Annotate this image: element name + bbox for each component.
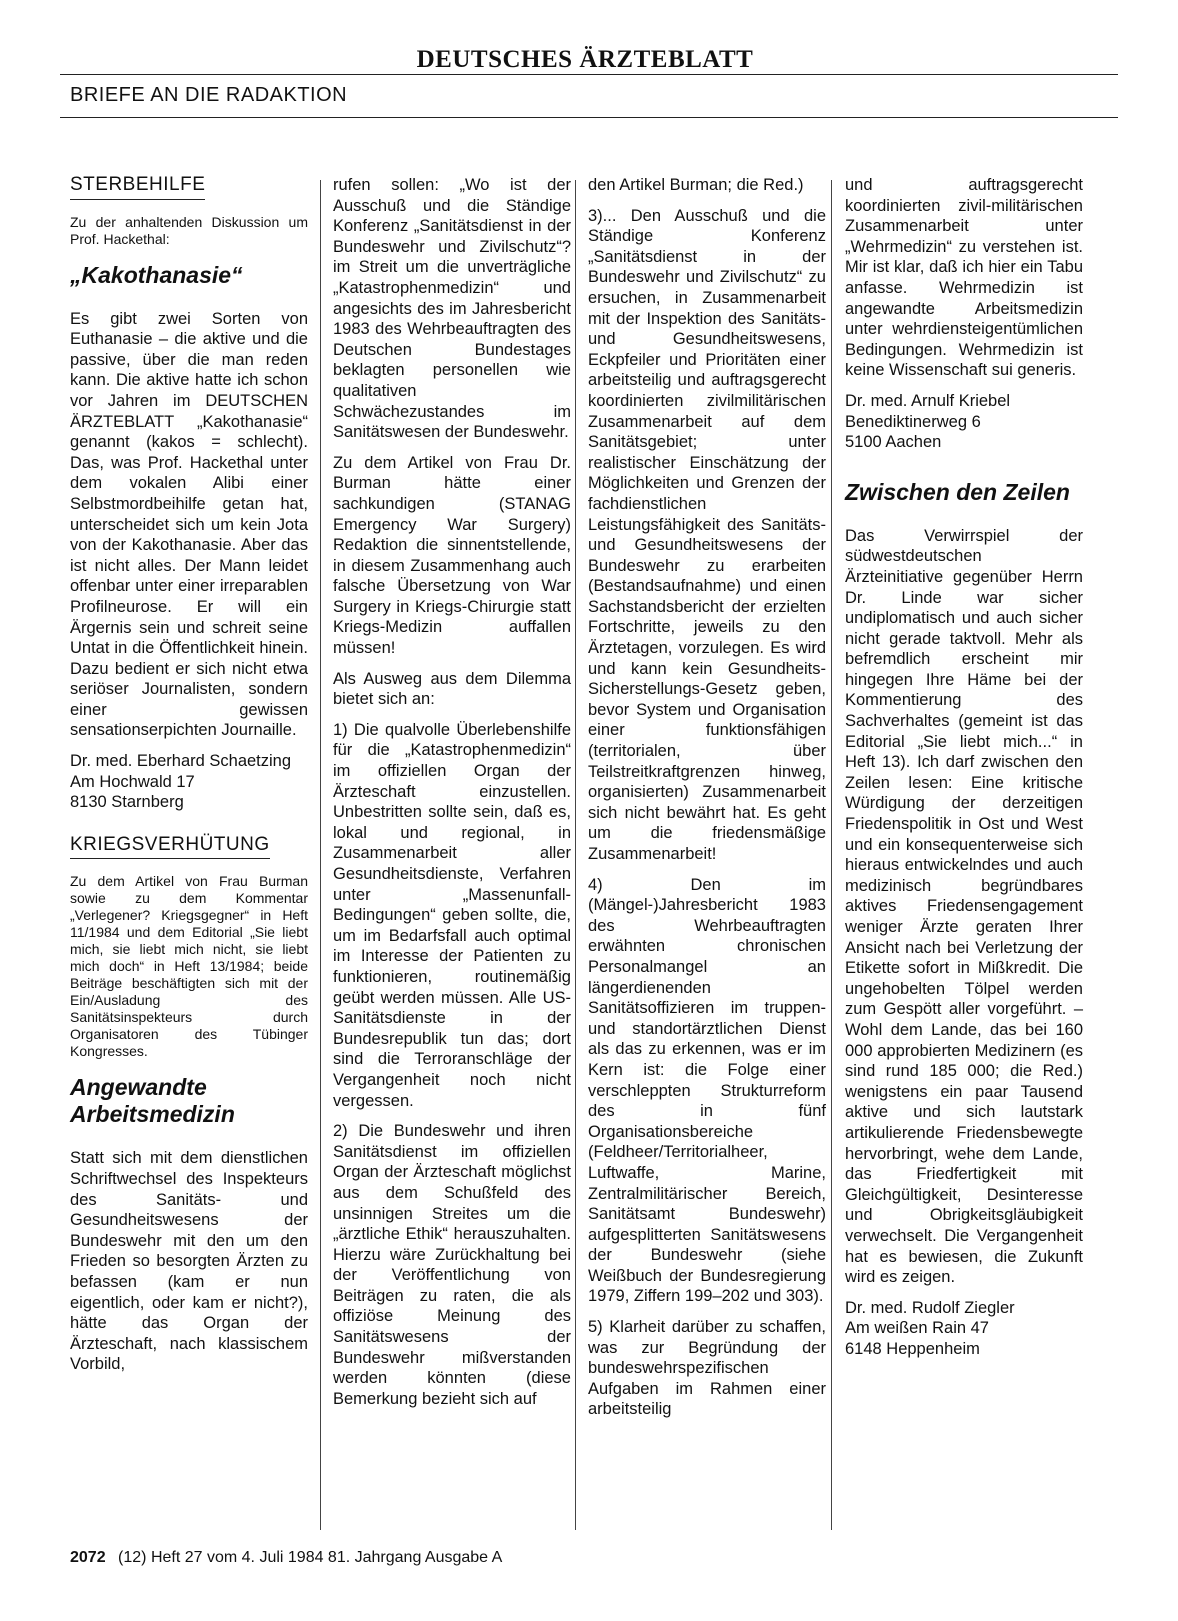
letter-body-arbeitsmedizin: Statt sich mit dem dienstlichen Schriftwechsel des Inspekteurs des Sanitäts- und Gesundheitswesens der Bundeswehr mit den um den Frieden so besorgten Ärzten zu befassen (kam er nun eigentlich, oder kam er nicht?), hätte das Organ der Ärzteschaft, nach klassischem Vorbild, [70, 1149, 308, 1374]
paragraph: rufen sollen: „Wo ist der Ausschuß und die Ständige Konferenz „Sanitätsdienst in der Bundeswehr und Zivilschutz“? im Streit um die unverträgliche „Katastrophenmedizin“ und angesichts des im Jahresbericht 1983 des Wehrbeauftragten des Deutschen Bundestages beklagten personellen wie qualitativen Schwächezustandes im Sanitätswesen der Bundeswehr. [333, 176, 571, 442]
masthead-rule [60, 74, 1118, 75]
column-divider-3 [831, 180, 832, 1530]
page-footer [70, 1549, 502, 1567]
signature-street: Am weißen Rain 47 [845, 1319, 989, 1338]
paragraph: 2) Die Bundeswehr und ihren Sanitätsdienst im offiziellen Organ der Ärzteschaft möglichst aus dem Schußfeld des unsinnigen Streites um die „ärztliche Ethik“ herauszuhalten. Hierzu wäre Zurückhaltung bei der Veröffentlichung von Beiträgen zu raten, die als offiziöse Meinung des Sanitätswesens der Bundeswehr mißverstanden werden könnten (diese Bemerkung bezieht sich auf [333, 1122, 571, 1408]
column-divider-1 [320, 180, 321, 1530]
headline-kakothanasie: „Kakothanasie“ [70, 261, 243, 288]
paragraph: und auftragsgerecht koordinierten zivil-militärischen Zusammenarbeit unter „Wehrmedizin“ zu verstehen ist. Mir ist klar, daß ich hier ein Tabu anfasse. Wehrmedizin ist angewandte Arbeitsmedizin unter wehrdienstеigentümlichen Bedingungen. Wehrmedizin ist keine Wissenschaft sui generis. [845, 176, 1083, 380]
section-heading: BRIEFE AN DIE RADAKTION [70, 84, 348, 106]
intro-kriegsverhuetung: Zu dem Artikel von Frau Burman sowie zu dem Kommentar „Verlegener? Kriegsgegner“ in Heft 11/1984 und dem Editorial „Sie liebt mich, sie liebt mich nicht, sie liebt mich doch“ in Heft 13/1984; beide Beiträge beschäftigten sich mit der Ein/Ausladung des Sanitätsinspekteurs durch Organisatoren des Tübinger Kongresses. [70, 873, 308, 1060]
column-4 [845, 175, 1083, 1371]
signature-ziegler [845, 1298, 1083, 1360]
signature-name: Dr. med. Arnulf Kriebel [845, 391, 1011, 410]
signature-name: Dr. med. Eberhard Schaetzing [70, 752, 292, 771]
signature-city: 6148 Heppenheim [845, 1339, 980, 1358]
rubric-kriegsverhuetung: KRIEGSVERHÜTUNG [70, 835, 270, 860]
masthead: DEUTSCHES ÄRZTEBLATT [416, 46, 754, 73]
column-3 [588, 175, 826, 1430]
rubric-sterbehilfe: STERBEHILFE [70, 175, 205, 200]
paragraph: 4) Den im (Mängel-)Jahresbericht 1983 des Wehrbeauftragten erwähnten chronischen Personalmangel an längerdienenden Sanitätsoffizieren im truppen- und standortärztlichen Dienst als das zu erkennen, was er im Kern ist: die Folge einer verschleppten Strukturreform des in fünf Organisationsbereiche (Feldheer/Territorialheer, Luftwaffe, Marine, Zentralmilitärischer Bereich, Sanitätsamt Bundeswehr) aufgesplitterten Sanitätswesens der Bundeswehr (siehe Weißbuch der Bundesregierung 1979, Ziffern 199–202 und 303). [588, 875, 826, 1306]
signature-schaetzing [70, 751, 308, 813]
signature-name: Dr. med. Rudolf Ziegler [845, 1298, 1015, 1317]
section-rule [60, 117, 1118, 118]
letter-body-kakothanasie: Es gibt zwei Sorten von Euthanasie – die aktive und die passive, über die man reden kann. Die aktive hatte ich schon vor Jahren im DEUTSCHEN ÄRZTEBLATT „Kakothanasie“ genannt (kakos = schlecht). Das, was Prof. Hackethal unter dem vokalen Alibi einer Selbstmordbeihilfe getan hat, unterscheidet sich um kein Jota von der Kakothanasie. Aber das ist nicht alles. Der Mann leidet offenbar unter einer irreparablen Profilneurose. Er will ein Ärgernis sein und schreit seine Untat in die Öffentlichkeit hinein. Dazu bedient er sich nicht etwa seriöser Journalisten, sondern einer gewissen sensationserpichten Journaille. [70, 309, 308, 740]
signature-street: Am Hochwald 17 [70, 772, 195, 791]
column-divider-2 [575, 180, 576, 1530]
column-2 [333, 175, 571, 1419]
paragraph: Als Ausweg aus dem Dilemma bietet sich an: [333, 669, 571, 709]
column-1 [70, 175, 308, 1385]
signature-street: Benediktinerweg 6 [845, 412, 981, 431]
headline-zwischen-den-zeilen: Zwischen den Zeilen [845, 478, 1070, 505]
headline-arbeitsmedizin: Angewandte Arbeitsmedizin [70, 1074, 235, 1128]
paragraph: 1) Die qualvolle Überlebenshilfe für die „Katastrophenmedizin“ im offiziellen Organ der Ärzteschaft einzustellen. Unbestritten sollte sein, daß es, lokal und regional, in Zusammenarbeit aller Gesundheitsdienste, Verfahren unter „Massenunfall-Bedingungen“ geben sollte, die, um im Bedarfsfall auch optimal im Interesse der Patienten zu funktionieren, routinemäßig geübt werden müssen. Alle US-Sanitätsdienste in der Bundesrepublik tun das; dort sind die Terroranschläge der Vergangenheit noch nicht vergessen. [333, 720, 571, 1110]
paragraph: 5) Klarheit darüber zu schaffen, was zur Begründung der bundeswehrspezifischen Aufgaben im Rahmen einer arbeitsteilig [588, 1318, 826, 1419]
signature-kriebel [845, 391, 1083, 453]
paragraph: Das Verwirrspiel der südwestdeutschen Ärzteinitiative gegenüber Herrn Dr. Linde war sicher undiplomatisch und auch sicher nicht gerade taktvoll. Mehr als befremdlich erscheint mir hingegen Ihre Häme bei der Kommentierung des Sachverhaltes (gemeint ist das Editorial „Sie liebt mich...“ in Heft 13). Ich darf zwischen den Zeilen lesen: Eine kritische Würdigung der derzeitigen Friedenspolitik in Ost und West und ein konsequenterweise sich hieraus entwickelndes und auch medizinisch begründbares aktives Friedensengagement weniger Ärzte geraten Ihrer Ansicht nach bei Verletzung der Etikette sofort in Mißkredit. Die ungehobelten Tölpel werden zum Gespött aller vorgeführt. – Wohl dem Lande, das bei 160 000 approbierten Medizinern (es sind rund 185 000; die Red.) wenigstens ein paar Tausend aktive und sich lautstark artikulierende Friedensbewegte hervorbringt, wehe dem Lande, das Friedfertigkeit mit Gleichgültigkeit, Desinteresse und Obrigkeitsgläubigkeit verwechselt. Die Vergangenheit hat es bewiesen, die Zukunft wird es zeigen. [845, 526, 1083, 1287]
signature-city: 5100 Aachen [845, 433, 942, 452]
issue-info: (12) Heft 27 vom 4. Juli 1984 81. Jahrgang Ausgabe A [118, 1549, 503, 1566]
paragraph: Zu dem Artikel von Frau Dr. Burman hätte einer sachkundigen (STANAG Emergency War Surgery) Redaktion die sinnentstellende, in diesem Zusammenhang auch falsche Übersetzung von War Surgery in Kriegs-Chirurgie statt Kriegs-Medizin auffallen müssen! [333, 453, 571, 658]
page-number: 2072 [70, 1549, 106, 1566]
paragraph: 3)... Den Ausschuß und die Ständige Konferenz „Sanitätsdienst in der Bundeswehr und Zivilschutz“ zu ersuchen, in Zusammenarbeit mit der Inspektion des Sanitäts- und Gesundheitswesens, Eckpfeiler und Prioritäten einer arbeitsteilig und auftragsgerecht koordinierten zivilmilitärischen Zusammenarbeit auf dem Sanitätsgebiet; unter realistischer Einschätzung der Möglichkeiten und Grenzen der fachdienstlichen Leistungsfähigkeit des Sanitäts- und Gesundheitswesens der Bundeswehr zu erarbeiten (Bestandsaufnahme) und einen Sachstandsbericht der erzielten Fortschritte, jeweils zu den Ärztetagen, vorzulegen. Es wird und kann kein Gesundheits-Sicherstellungs-Gesetz geben, bevor System und Organisation einer funktionsfähigen (territorialen, über Teilstreitkraftgrenzen hinweg, organisierten) Zusammenarbeit sich nicht bewährt hat. Es geht um die friedensmäßige Zusammenarbeit! [588, 206, 826, 863]
intro-sterbehilfe: Zu der anhaltenden Diskussion um Prof. Hackethal: [70, 213, 308, 247]
signature-city: 8130 Starnberg [70, 793, 184, 812]
paragraph: den Artikel Burman; die Red.) [588, 176, 804, 194]
